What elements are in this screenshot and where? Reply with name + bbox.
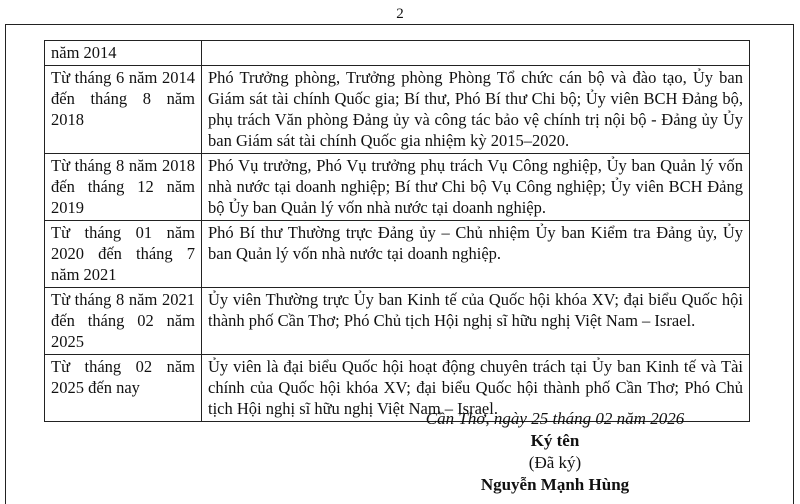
table-row — [45, 288, 750, 355]
page-number: 2 — [396, 6, 404, 22]
table-row — [45, 66, 750, 154]
description-cell — [202, 41, 750, 66]
table-row — [45, 41, 750, 66]
period-cell: Từ tháng 01 năm 2020 đến tháng 7 năm 2021 — [45, 221, 202, 288]
period-cell: Từ tháng 6 năm 2014 đến tháng 8 năm 2018 — [45, 66, 202, 154]
signed-note: (Đã ký) — [528, 453, 582, 472]
table-row — [45, 221, 750, 288]
career-history-table — [44, 40, 750, 422]
period-cell: Từ tháng 8 năm 2021 đến tháng 02 năm 2025 — [45, 288, 202, 355]
description-cell: Ủy viên là đại biểu Quốc hội hoạt động chuyên trách tại Ủy ban Kinh tế và Tài chính của Quốc hội khóa XV; đại biểu Quốc hội thành phố Cần Thơ; Phó Chủ tịch Hội nghị sĩ hữu nghị Việt Nam – Israel. — [202, 355, 750, 422]
place-date: Cần Thơ, ngày 25 tháng 02 năm 2026 — [425, 409, 685, 428]
description-cell: Ủy viên Thường trực Ủy ban Kinh tế của Quốc hội khóa XV; đại biểu Quốc hội thành phố Cần Thơ; Phó Chủ tịch Hội nghị sĩ hữu nghị Việt Nam – Israel. — [202, 288, 750, 355]
signature-block — [380, 408, 730, 496]
description-cell: Phó Bí thư Thường trực Đảng ủy – Chủ nhiệm Ủy ban Kiểm tra Đảng ủy, Ủy ban Quản lý vốn nhà nước tại doanh nghiệp. — [202, 221, 750, 288]
table-row — [45, 154, 750, 221]
description-cell: Phó Vụ trưởng, Phó Vụ trưởng phụ trách Vụ Công nghiệp, Ủy ban Quản lý vốn nhà nước tại doanh nghiệp; Bí thư Chi bộ Vụ Công nghiệp; Ủy viên BCH Đảng bộ Ủy ban Quản lý vốn nhà nước tại doanh nghiệp. — [202, 154, 750, 221]
description-cell: Phó Trưởng phòng, Trưởng phòng Phòng Tổ chức cán bộ và đào tạo, Ủy ban Giám sát tài chính Quốc gia; Bí thư, Phó Bí thư Chi bộ; Ủy viên BCH Đảng bộ, phụ trách Văn phòng Đảng ủy và công tác bảo vệ chính trị nội bộ - Đảng ủy Ủy ban Giám sát tài chính Quốc gia nhiệm kỳ 2015–2020. — [202, 66, 750, 154]
period-cell: năm 2014 — [45, 41, 202, 66]
period-cell: Từ tháng 8 năm 2018 đến tháng 12 năm 2019 — [45, 154, 202, 221]
signer-name: Nguyễn Mạnh Hùng — [480, 475, 630, 494]
sign-label: Ký tên — [530, 431, 580, 450]
period-cell: Từ tháng 02 năm 2025 đến nay — [45, 355, 202, 422]
